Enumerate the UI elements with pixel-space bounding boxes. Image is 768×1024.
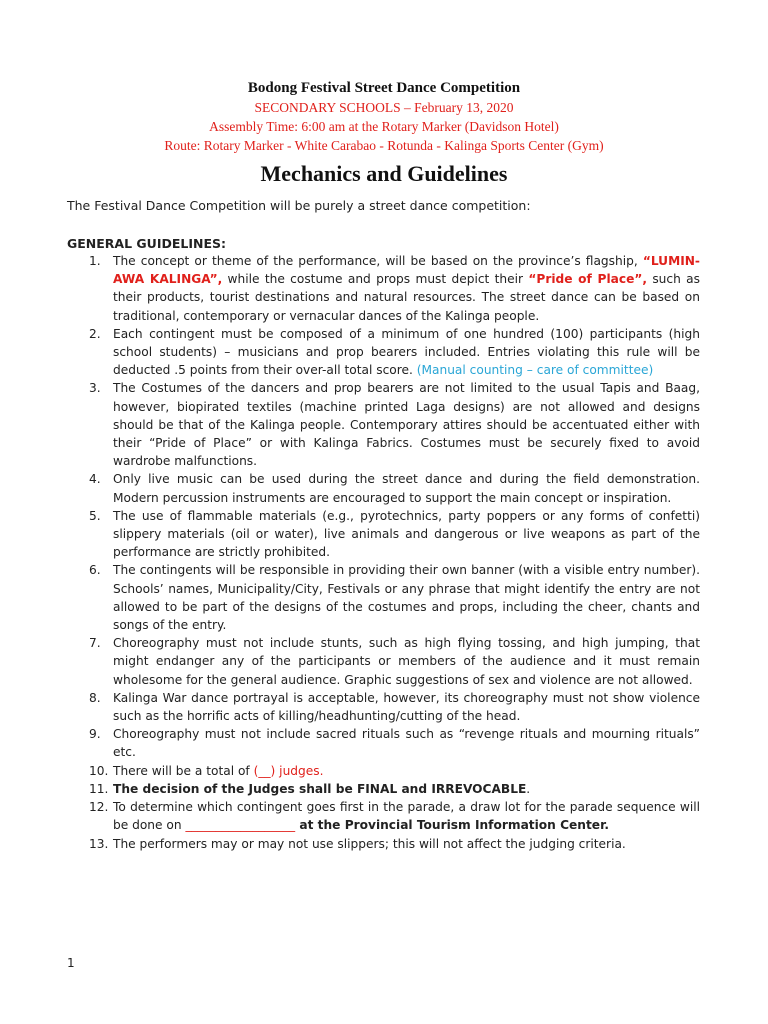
- item-number: 13.: [89, 836, 109, 851]
- list-item: [67, 470, 700, 506]
- item-number: 11.: [89, 781, 109, 796]
- list-item: [67, 689, 700, 725]
- list-item: [67, 780, 700, 798]
- judges-count: (__) judges.: [253, 763, 324, 778]
- item-text: The decision of the Judges shall be FINAL and IRREVOCABLE: [113, 781, 527, 796]
- venue-text: at the Provincial Tourism Information Center.: [295, 818, 609, 833]
- item-text: Choreography must not include sacred rituals such as “revenge rituals and mourning rituals” etc.: [113, 727, 700, 760]
- item-number: 5.: [89, 508, 101, 523]
- item-text: To determine which contingent goes first in the parade, a draw lot for the parade sequence will be done on: [113, 800, 700, 833]
- list-item: [67, 798, 700, 834]
- item-text: while the costume and props must depict their: [222, 272, 529, 287]
- route-line: Route: Rotary Marker - White Carabao - Rotunda - Kalinga Sports Center (Gym): [164, 138, 604, 153]
- item-text: Choreography must not include stunts, such as high flying tossing, and high jumping, that might endanger any of the participants or members of the audience and it must remain wholesome for the general audience. Graphic suggestions of sex and violence are not allowed.: [113, 636, 700, 687]
- intro-paragraph: The Festival Dance Competition will be purely a street dance competition:: [67, 198, 531, 213]
- list-item: [67, 379, 700, 470]
- pride-of-place: “Pride of Place”,: [528, 272, 648, 287]
- item-text: The performers may or may not use slippers; this will not affect the judging criteria.: [113, 836, 626, 851]
- item-text: There will be a total of: [113, 763, 254, 778]
- event-title: Bodong Festival Street Dance Competition: [247, 80, 521, 96]
- document-header: [0, 78, 768, 189]
- list-item: [67, 325, 700, 380]
- item-number: 12.: [89, 800, 109, 815]
- item-text: The Costumes of the dancers and prop bearers are not limited to the usual Tapis and Baag, however, biopirated textiles (machine printed Laga designs) are not allowed and designs should be that of the Kalinga people. Contemporary attires should be accentuated either with their “Pride of Place” or with Kalinga Fabrics. Costumes must be securely fixed to avoid wardrobe malfunctions.: [113, 381, 700, 469]
- date-blank: __________________: [185, 818, 296, 833]
- list-item: [67, 507, 700, 562]
- item-number: 1.: [89, 254, 101, 268]
- item-number: 4.: [89, 472, 101, 487]
- list-item: [67, 634, 700, 689]
- item-text: Each contingent must be composed of a minimum of one hundred (100) participants (high school students) – musicians and prop bearers included. Entries violating this rule will be deducted .5 points from their over-all total score.: [113, 326, 700, 378]
- item-text: The contingents will be responsible in providing their own banner (with a visible entry number). Schools’ names, Municipality/City, Festivals or any phrase that might identify the entry are not allowed to be part of the designs of the costumes and props, including the cheer, chants and songs of the entry.: [113, 563, 700, 633]
- flagship-name: “LUMIN-AWA KALINGA”,: [113, 254, 700, 287]
- item-text: Only live music can be used during the street dance and during the field demonstration. Modern percussion instruments are encouraged to support the main concept or inspiration.: [113, 472, 700, 505]
- page-number: 1: [67, 956, 75, 970]
- list-item: [67, 762, 700, 780]
- assembly-time-line: Assembly Time: 6:00 am at the Rotary Marker (Davidson Hotel): [209, 119, 559, 134]
- page-title: Mechanics and Guidelines: [260, 161, 508, 186]
- item-number: 10.: [89, 763, 109, 778]
- list-item: [67, 725, 700, 761]
- section-heading: GENERAL GUIDELINES:: [67, 236, 227, 251]
- item-number: 7.: [89, 636, 101, 651]
- item-number: 3.: [89, 381, 101, 396]
- item-number: 9.: [89, 727, 101, 742]
- event-date-line: SECONDARY SCHOOLS – February 13, 2020: [254, 100, 514, 115]
- list-item: [67, 252, 700, 325]
- list-item: [67, 835, 700, 853]
- guidelines-list: [67, 252, 700, 853]
- counting-note: (Manual counting – care of committee): [416, 363, 654, 378]
- item-text: .: [526, 781, 531, 796]
- item-number: 6.: [89, 563, 101, 578]
- item-text: Kalinga War dance portrayal is acceptable, however, its choreography must not show violence such as the horrific acts of killing/headhunting/cutting of the head.: [113, 690, 700, 724]
- item-text: such as their products, tourist destinations and natural resources. The street dance can be based on traditional, contemporary or vernacular dances of the Kalinga people.: [113, 272, 700, 323]
- item-text: The use of flammable materials (e.g., pyrotechnics, party poppers or any forms of confetti) slippery materials (oil or water), live animals and dangerous or live weapons as part of the performance are strictly prohibited.: [113, 508, 700, 560]
- item-number: 8.: [89, 690, 101, 705]
- item-text: The concept or theme of the performance, will be based on the province’s flagship,: [113, 254, 643, 268]
- item-number: 2.: [89, 326, 101, 341]
- list-item: [67, 561, 700, 634]
